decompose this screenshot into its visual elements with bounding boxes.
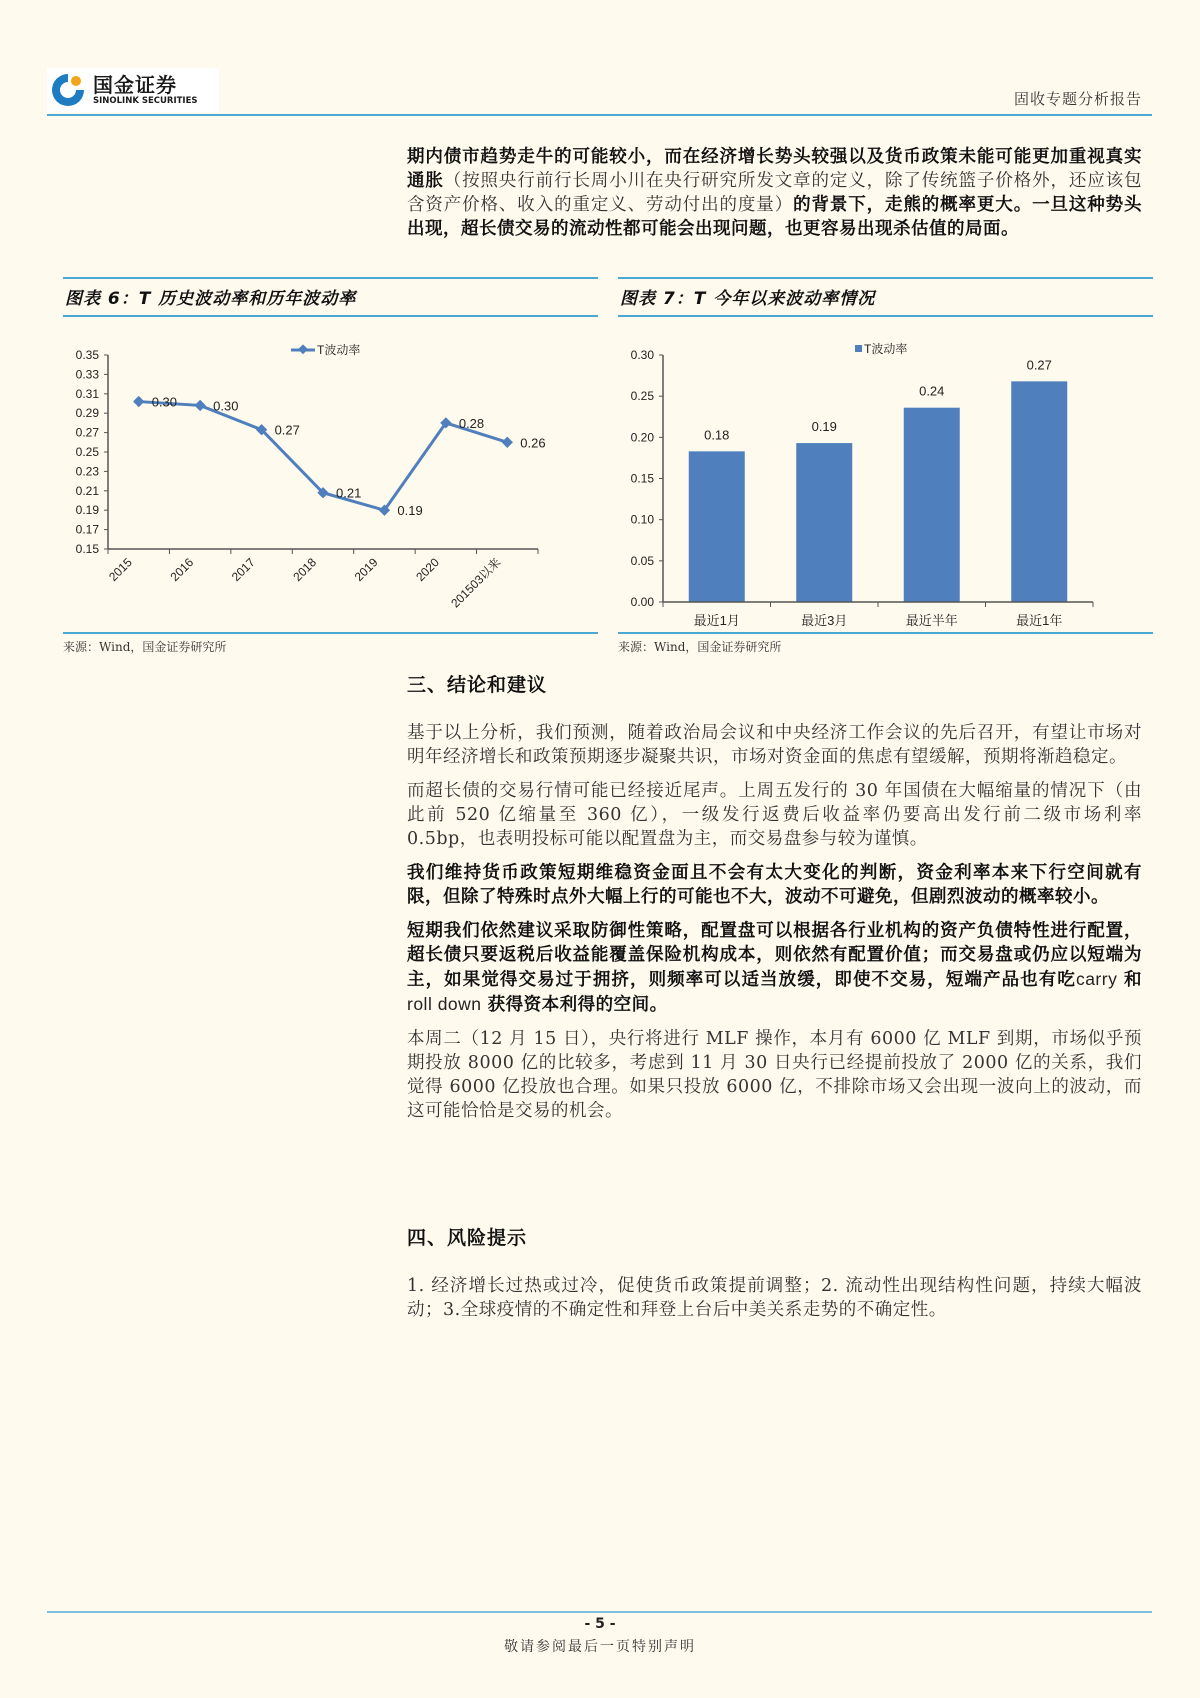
svg-text:2016: 2016 (167, 555, 197, 585)
logo-mark-icon (49, 71, 87, 109)
svg-text:0.33: 0.33 (75, 367, 99, 382)
intro-bold-2: 的背景下，走熊的概率更大。一旦这种势头出现，超长债交易的流动性都可能会出现问题，也更容易出现杀估值的局面。 (407, 195, 1142, 239)
footer-disclaimer: 敬请参阅最后一页特别声明 (504, 1639, 696, 1655)
section-3-paragraph-3: 我们维持货币政策短期维稳资金面且不会有太大变化的判断，资金利率本来下行空间就有限，但除了特殊时点外大幅上行的可能也不大，波动不可避免，但剧烈波动的概率较小。 (407, 863, 1142, 907)
figure-7 (618, 277, 1153, 655)
svg-text:0.19: 0.19 (397, 503, 423, 519)
svg-text:0.27: 0.27 (1026, 357, 1052, 373)
svg-text:0.30: 0.30 (213, 398, 239, 414)
p4-carry: carry (1075, 969, 1118, 989)
svg-text:0.19: 0.19 (811, 419, 837, 435)
svg-text:0.31: 0.31 (75, 386, 99, 401)
svg-text:0.10: 0.10 (630, 512, 654, 527)
figure-title: 图表 7：T 今年以来波动率情况 (620, 289, 876, 309)
section-3-paragraph-1: 基于以上分析，我们预测，随着政治局会议和中央经济工作会议的先后召开，有望让市场对明年经济增长和政策预期逐步凝聚共识，市场对资金面的焦虑有望缓解，预期将渐趋稳定。 (407, 723, 1142, 767)
section-4-paragraph-1: 1. 经济增长过热或过冷，促使货币政策提前调整；2. 流动性出现结构性问题，持续大幅波动；3.全球疫情的不确定性和拜登上台后中美关系走势的不确定性。 (407, 1276, 1142, 1320)
svg-text:0.18: 0.18 (704, 427, 730, 443)
svg-text:0.30: 0.30 (151, 394, 178, 410)
logo-english-name: SINOLINK SECURITIES (93, 96, 198, 106)
footer-divider (47, 1611, 1152, 1613)
svg-text:0.24: 0.24 (919, 383, 945, 399)
page-header (47, 64, 1152, 116)
report-type-label: 固收专题分析报告 (1013, 90, 1142, 108)
svg-text:0.17: 0.17 (75, 522, 99, 537)
svg-text:最近1年: 最近1年 (1016, 613, 1063, 628)
svg-text:0.26: 0.26 (520, 435, 546, 451)
svg-text:2019: 2019 (351, 555, 381, 585)
header-divider (47, 114, 1152, 116)
svg-text:0.29: 0.29 (75, 406, 99, 421)
p4-end: 获得资本利得的空间。 (487, 995, 668, 1015)
section-3-paragraph-2: 而超长债的交易行情可能已经接近尾声。上周五发行的 30 年国债在大幅缩量的情况下（由此前 520 亿缩量至 360 亿），一级发行返费后收益率仍要高出发行前二级市场利率 0.5bp，也表明投标可能以配置盘为主，而交易盘参与较为谨慎。 (407, 781, 1142, 849)
section-conclusions (407, 673, 1142, 1133)
figure-source: 来源：Wind，国金证券研究所 (618, 640, 782, 654)
svg-text:2020: 2020 (413, 555, 442, 585)
svg-text:0.27: 0.27 (75, 425, 99, 440)
svg-text:最近1月: 最近1月 (693, 613, 740, 628)
logo-chinese-name: 国金证券 (93, 73, 177, 97)
svg-text:0.21: 0.21 (336, 485, 362, 501)
section-3-paragraph-5: 本周二（12 月 15 日），央行将进行 MLF 操作，本月有 6000 亿 MLF 到期，市场似乎预期投放 8000 亿的比较多，考虑到 11 月 30 日央行已经提前投放了 2000 亿的关系，我们觉得 6000 亿投放也合理。如果只投放 6000 亿，不排除市场又会出现一波向上的波动，而这可能恰恰是交易的机会。 (407, 1029, 1142, 1121)
figure-6 (63, 277, 598, 655)
p4-roll-down: roll down (407, 994, 482, 1014)
svg-text:0.21: 0.21 (75, 483, 99, 498)
svg-text:最近3月: 最近3月 (801, 613, 848, 628)
svg-text:0.05: 0.05 (630, 553, 654, 568)
p4-and: 和 (1124, 970, 1142, 990)
svg-text:2015: 2015 (106, 555, 135, 585)
intro-bold-1: 期内债市趋势走牛的可能较小，而在经济增长势头较强以及货币政策未能可能更加重视真实通胀 (407, 147, 1142, 191)
svg-text:2017: 2017 (228, 555, 258, 585)
section-risks (407, 1226, 1142, 1332)
svg-text:T波动率: T波动率 (864, 342, 908, 356)
p4-bold-text: 短期我们依然建议采取防御性策略，配置盘可以根据各行业机构的资产负债特性进行配置，超长债只要返税后收益能覆盖保险机构成本，则依然有配置价值；而交易盘或仍应以短端为主，如果觉得交易过于拥挤，则频率可以适当放缓，即使不交易，短端产品也有吃 (407, 921, 1142, 990)
figure-source: 来源：Wind，国金证券研究所 (63, 640, 227, 654)
line-chart (63, 317, 598, 632)
svg-text:0.25: 0.25 (630, 389, 654, 404)
svg-text:2018: 2018 (290, 555, 320, 585)
page-number: - 5 - (584, 1616, 616, 1632)
svg-text:0.25: 0.25 (75, 445, 99, 459)
svg-text:0.28: 0.28 (458, 415, 485, 431)
svg-text:0.19: 0.19 (75, 503, 99, 518)
line-chart-svg (63, 317, 598, 632)
svg-text:0.20: 0.20 (630, 430, 654, 445)
svg-text:0.30: 0.30 (630, 348, 654, 362)
section-3-title: 三、结论和建议 (407, 674, 548, 696)
intro-paragraph (407, 145, 1142, 251)
intro-normal: （按照央行前行长周小川在央行研究所发文章的定义，除了传统篮子价格外，还应该包含资产价格、收入的重定义、劳动付出的度量） (407, 171, 1143, 215)
svg-text:0.15: 0.15 (75, 542, 99, 556)
svg-text:0.15: 0.15 (630, 471, 654, 486)
bar-chart-svg (618, 317, 1153, 632)
svg-text:0.00: 0.00 (630, 595, 654, 609)
svg-text:最近半年: 最近半年 (905, 613, 958, 628)
section-4-title: 四、风险提示 (407, 1227, 528, 1249)
svg-text:201503以来: 201503以来 (448, 555, 504, 611)
company-logo (47, 68, 219, 112)
section-3-paragraph-4 (407, 919, 1142, 1017)
bar-chart (618, 317, 1153, 632)
figure-title: 图表 6：T 历史波动率和历年波动率 (65, 289, 357, 309)
svg-text:0.35: 0.35 (75, 348, 99, 362)
svg-text:0.27: 0.27 (274, 422, 300, 438)
svg-text:T波动率: T波动率 (317, 343, 361, 357)
svg-text:0.23: 0.23 (75, 464, 99, 479)
